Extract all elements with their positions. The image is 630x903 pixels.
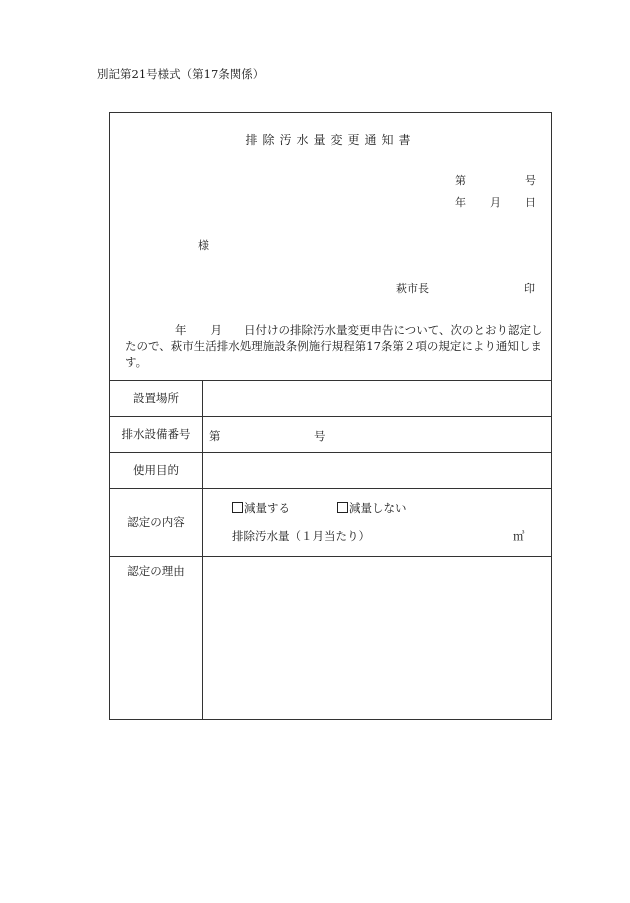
notice-body bbox=[125, 322, 543, 370]
form-caption: 別記第21号様式（第17条関係） bbox=[97, 67, 265, 81]
form-header bbox=[110, 113, 551, 381]
option-decrease[interactable]: 減量する bbox=[232, 500, 290, 516]
addressee-suffix: 様 bbox=[198, 239, 209, 252]
date-year: 年 bbox=[455, 196, 466, 209]
body-line1: 日付けの排除汚水量変更申告について、次のとおり認定し bbox=[244, 323, 543, 337]
checkbox-icon bbox=[337, 502, 348, 513]
form-title: 排除汚水量変更通知書 bbox=[245, 133, 416, 147]
reason-label: 認定の理由 bbox=[110, 557, 203, 719]
row-certification bbox=[110, 489, 551, 557]
seal-mark: 印 bbox=[524, 282, 535, 295]
row-location bbox=[110, 381, 551, 417]
location-label: 設置場所 bbox=[110, 381, 203, 416]
drainage-number-field[interactable] bbox=[203, 417, 551, 452]
purpose-field[interactable] bbox=[203, 453, 551, 488]
row-reason bbox=[110, 557, 551, 719]
notice-form bbox=[109, 112, 552, 720]
drainage-number-label: 排水設備番号 bbox=[110, 417, 203, 452]
location-field[interactable] bbox=[203, 381, 551, 416]
drainage-number-suffix: 号 bbox=[314, 429, 326, 443]
date-month: 月 bbox=[490, 196, 501, 209]
option-no-decrease[interactable]: 減量しない bbox=[337, 500, 407, 516]
certification-field bbox=[203, 489, 551, 556]
body-month: 月 bbox=[210, 323, 222, 337]
issuer-name: 萩市長 bbox=[396, 282, 429, 295]
volume-label: 排除汚水量（１月当たり） bbox=[232, 529, 370, 543]
row-purpose bbox=[110, 453, 551, 489]
volume-unit: ㎥ bbox=[513, 529, 525, 543]
body-year: 年 bbox=[175, 323, 187, 337]
reason-field[interactable] bbox=[203, 557, 551, 719]
checkbox-icon bbox=[232, 502, 243, 513]
date-day: 日 bbox=[525, 196, 536, 209]
purpose-label: 使用目的 bbox=[110, 453, 203, 488]
body-line2: たので、萩市生活排水処理施設条例施行規程第17条第２項の規定により通知しま bbox=[125, 339, 542, 353]
number-go: 号 bbox=[525, 174, 536, 187]
certification-label: 認定の内容 bbox=[110, 489, 203, 556]
row-drainage-number bbox=[110, 417, 551, 453]
drainage-number-prefix: 第 bbox=[209, 429, 221, 443]
number-dai: 第 bbox=[455, 174, 466, 187]
body-line3: す。 bbox=[125, 355, 148, 369]
